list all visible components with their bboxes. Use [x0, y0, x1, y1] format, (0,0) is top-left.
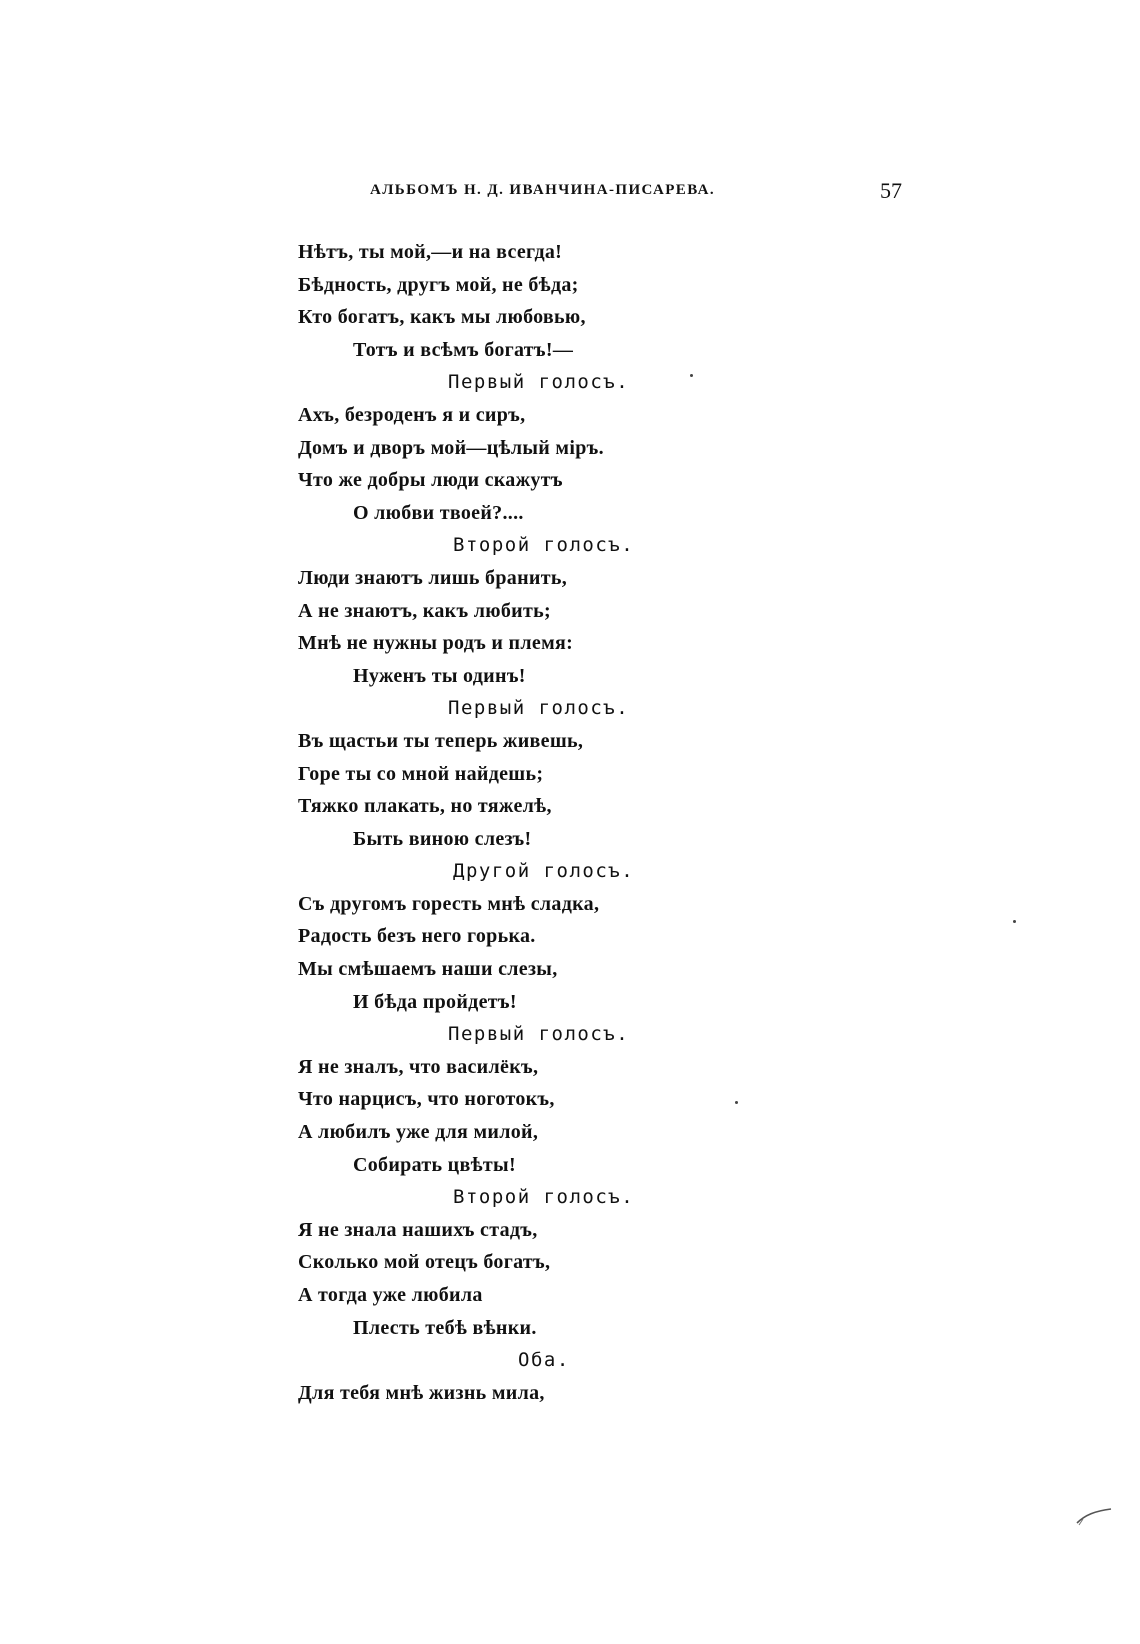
verse-line: Мнѣ не нужны родъ и племя: [298, 632, 574, 655]
verse-line: Я не зналъ, что василёкъ, [298, 1055, 539, 1078]
page-number: 57 [880, 178, 902, 203]
verse-line: Бѣдность, другъ мой, не бѣда; [298, 273, 579, 296]
ink-speck [1013, 920, 1016, 923]
verse-line: Мы смѣшаемъ наши слезы, [298, 958, 558, 981]
verse-line: О любви твоей?.... [353, 501, 524, 524]
verse-line: И бѣда пройдетъ! [353, 990, 517, 1013]
pencil-mark-icon [1075, 1505, 1115, 1527]
verse-line: Тотъ и всѣмъ богатъ!— [353, 338, 574, 361]
verse-line: А тогда уже любила [298, 1284, 483, 1306]
speaker-heading: Первый голосъ. [448, 371, 630, 394]
verse-line: А не знаютъ, какъ любить; [298, 599, 551, 622]
verse-line: Ахъ, безроденъ я и сиръ, [298, 403, 526, 426]
verse-line: Плесть тебѣ вѣнки. [353, 1316, 537, 1339]
verse-line: Что нарцисъ, что ноготокъ, [298, 1088, 555, 1111]
speaker-heading: Первый голосъ. [448, 1023, 630, 1046]
poem-text [298, 236, 898, 1409]
verse-line: Быть виною слезъ! [353, 827, 532, 850]
verse-line: Съ другомъ горесть мнѣ сладка, [298, 892, 600, 915]
verse-line: Я не знала нашихъ стадъ, [298, 1218, 538, 1241]
ink-speck [690, 374, 693, 377]
verse-line: Нѣтъ, ты мой,—и на всегда! [298, 241, 563, 263]
verse-line: Тяжко плакать, но тяжелѣ, [298, 795, 552, 818]
speaker-heading: Первый голосъ. [448, 697, 630, 720]
verse-line: Въ щастьи ты теперь живешь, [298, 729, 584, 752]
verse-line: Собирать цвѣты! [353, 1153, 516, 1176]
verse-line: Домъ и дворъ мой—цѣлый міръ. [298, 436, 604, 459]
speaker-heading: Второй голосъ. [453, 1186, 635, 1209]
speaker-heading: Другой голосъ. [453, 860, 635, 883]
speaker-heading: Второй голосъ. [453, 534, 635, 557]
verse-line: Радость безъ него горька. [298, 925, 536, 948]
verse-line: Что же добры люди скажутъ [298, 469, 563, 492]
verse-line: Нуженъ ты одинъ! [353, 664, 526, 687]
verse-line: Кто богатъ, какъ мы любовью, [298, 306, 586, 329]
verse-line: Сколько мой отецъ богатъ, [298, 1251, 551, 1274]
verse-line: Люди знаютъ лишь бранить, [298, 566, 568, 589]
running-title: АЛЬБОМЪ Н. Д. ИВАНЧИНА-ПИСАРЕВА. [370, 182, 716, 198]
verse-line: А любилъ уже для милой, [298, 1121, 539, 1144]
verse-line: Горе ты со мной найдешь; [298, 762, 544, 785]
verse-line: Для тебя мнѣ жизнь мила, [298, 1381, 545, 1404]
speaker-heading: Оба. [518, 1349, 570, 1372]
ink-speck [735, 1101, 738, 1104]
